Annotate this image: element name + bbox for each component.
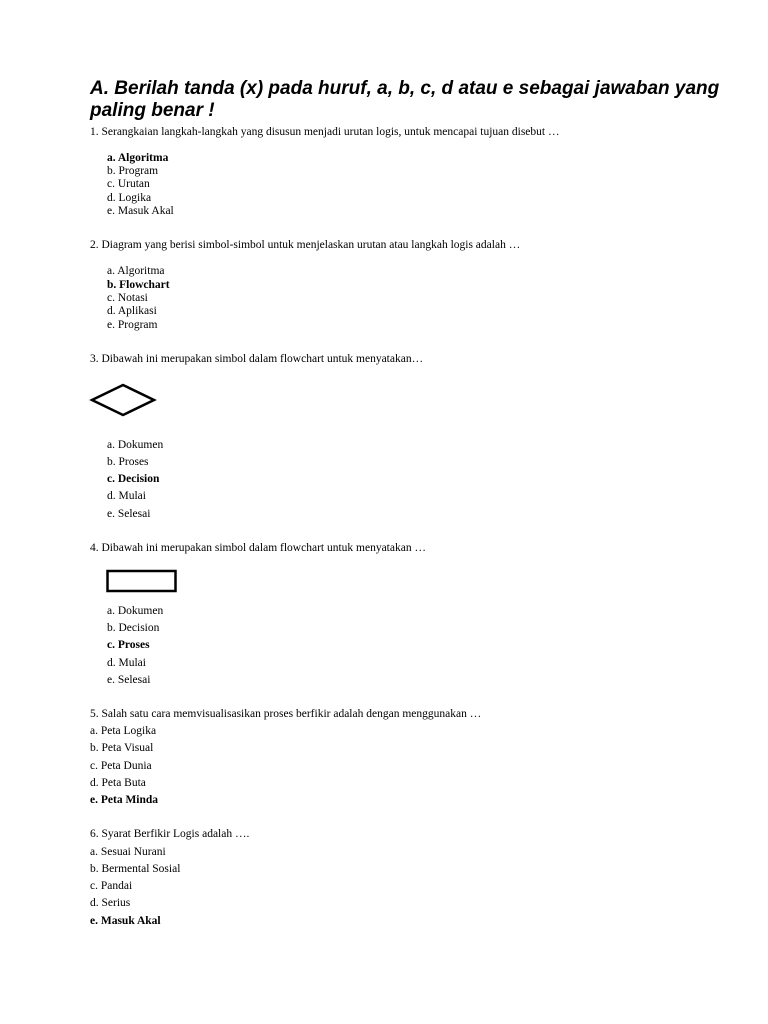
question-3-option-e: e. Selesai — [107, 508, 151, 520]
question-5-option-b: b. Peta Visual — [90, 742, 154, 754]
question-5-option-e: e. Peta Minda — [90, 794, 159, 806]
question-1-option-b: b. Program — [107, 165, 159, 177]
question-6-option-e: e. Masuk Akal — [90, 915, 161, 927]
question-6-option-c: c. Pandai — [90, 880, 133, 892]
question-4-option-c: c. Proses — [107, 639, 150, 651]
question-4-option-a: a. Dokumen — [107, 605, 164, 617]
rectangle-process-symbol — [106, 569, 178, 595]
question-2-text: 2. Diagram yang berisi simbol-simbol untuk menjelaskan urutan atau langkah logis adalah … — [90, 239, 521, 251]
question-5-text: 5. Salah satu cara memvisualisasikan proses berfikir adalah dengan menggunakan … — [90, 708, 482, 720]
question-5-option-a: a. Peta Logika — [90, 725, 157, 737]
question-2-option-e: e. Program — [107, 319, 158, 331]
question-3-option-a: a. Dokumen — [107, 439, 164, 451]
question-6-option-b: b. Bermental Sosial — [90, 863, 181, 875]
question-4-option-d: d. Mulai — [107, 657, 146, 669]
question-1-text: 1. Serangkaian langkah-langkah yang disusun menjadi urutan logis, untuk mencapai tujuan disebut … — [90, 126, 560, 138]
question-3-text: 3. Dibawah ini merupakan simbol dalam flowchart untuk menyatakan… — [90, 353, 424, 365]
page-title: A. Berilah tanda (x) pada huruf, a, b, c, d atau e sebagai jawaban yang paling benar ! — [90, 78, 720, 121]
question-2-option-b: b. Flowchart — [107, 279, 170, 291]
question-5-option-d: d. Peta Buta — [90, 777, 146, 789]
question-4-option-b: b. Decision — [107, 622, 160, 634]
question-3-option-d: d. Mulai — [107, 490, 146, 502]
question-1-option-e: e. Masuk Akal — [107, 205, 174, 217]
question-1-option-a: a. Algoritma — [107, 152, 169, 164]
question-2-option-d: d. Aplikasi — [107, 305, 157, 317]
diamond-decision-symbol — [89, 382, 157, 418]
question-6-option-a: a. Sesuai Nurani — [90, 846, 166, 858]
question-6-text: 6. Syarat Berfikir Logis adalah …. — [90, 828, 250, 840]
question-3-option-b: b. Proses — [107, 456, 149, 468]
question-5-option-c: c. Peta Dunia — [90, 760, 152, 772]
question-2-option-c: c. Notasi — [107, 292, 148, 304]
question-4-option-e: e. Selesai — [107, 674, 151, 686]
question-3-option-c: c. Decision — [107, 473, 160, 485]
question-6-option-d: d. Serius — [90, 897, 131, 909]
question-2-option-a: a. Algoritma — [107, 265, 165, 277]
question-4-text: 4. Dibawah ini merupakan simbol dalam flowchart untuk menyatakan … — [90, 542, 426, 554]
question-1-option-d: d. Logika — [107, 192, 152, 204]
question-1-option-c: c. Urutan — [107, 178, 150, 190]
